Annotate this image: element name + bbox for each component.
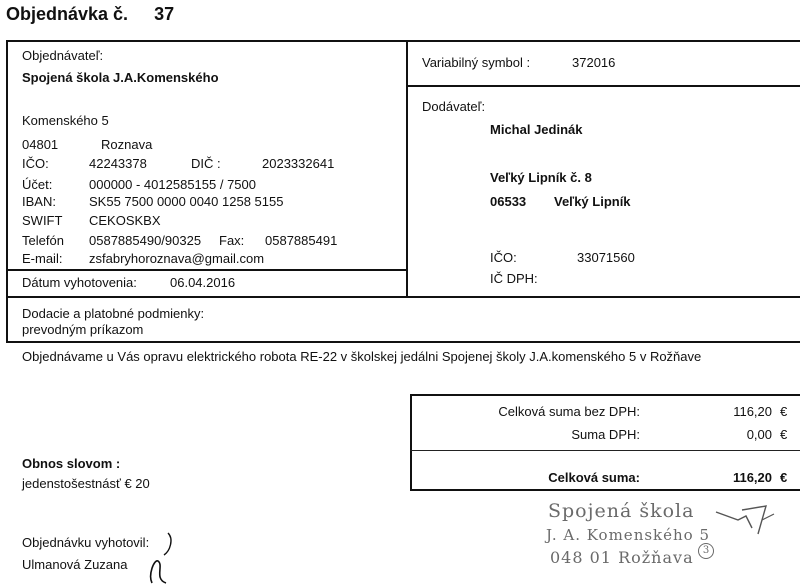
stamp-line-3: 048 01 Rožňava (550, 548, 694, 567)
terms-label: Dodacie a platobné podmienky: (22, 306, 205, 321)
orderer-email-label: E-mail: (22, 251, 63, 266)
line (406, 85, 800, 87)
total-without-vat: 116,20 (733, 404, 772, 419)
stamp-mark: 3 (698, 543, 714, 559)
order-text: Objednávame u Vás opravu elektrického robota RE-22 v školskej jedálni Spojenej školy J.A.komenského 5 v Rožňave (22, 349, 702, 364)
line (406, 40, 408, 298)
supplier-label: Dodávateľ: (422, 99, 486, 114)
line (410, 489, 800, 491)
supplier-zip: 06533 (490, 194, 527, 209)
orderer-street: Komenského 5 (22, 113, 109, 128)
supplier-name: Michal Jedinák (490, 122, 583, 137)
grand-total: 116,20 (732, 470, 772, 485)
stamp-line-2: J. A. Komenského 5 (546, 526, 711, 544)
orderer-label: Objednávateľ: (22, 48, 104, 63)
title-label: Objednávka č. (6, 4, 129, 24)
line (6, 341, 800, 343)
orderer-account: 000000 - 4012585155 / 7500 (89, 177, 256, 192)
prepared-by-name: Ulmanová Zuzana (22, 557, 128, 572)
orderer-swift-label: SWIFT (22, 213, 63, 228)
prepared-by-label: Objednávku vyhotovil: (22, 535, 150, 550)
line (6, 40, 800, 42)
orderer-iban: SK55 7500 0000 0040 1258 5155 (89, 194, 284, 209)
stamp-line-1: Spojená škola (548, 500, 695, 522)
line (410, 394, 800, 396)
supplier-ico-label: IČO: (490, 250, 517, 265)
terms-value: prevodným príkazom (22, 322, 144, 337)
orderer-ico-label: IČO: (22, 156, 49, 171)
orderer-email: zsfabryhoroznava@gmail.com (89, 251, 265, 266)
issue-date: 06.04.2016 (170, 275, 236, 290)
orderer-dic-label: DIČ : (191, 156, 221, 171)
orderer-fax-label: Fax: (219, 233, 245, 248)
grand-total-label: Celková suma: (548, 470, 640, 485)
vat-amount: 0,00 (746, 427, 772, 442)
orderer-account-label: Účet: (22, 177, 53, 192)
orderer-zip: 04801 (22, 137, 59, 152)
page-title (6, 4, 174, 25)
line (6, 269, 406, 271)
orderer-ico: 42243378 (89, 156, 147, 171)
orderer-iban-label: IBAN: (22, 194, 56, 209)
variable-symbol: 372016 (572, 55, 616, 70)
orderer-swift: CEKOSKBX (89, 213, 161, 228)
orderer-city: Roznava (101, 137, 153, 152)
line (410, 450, 800, 451)
supplier-ico: 33071560 (577, 250, 635, 265)
orderer-fax: 0587885491 (265, 233, 338, 248)
currency-symbol: € (780, 470, 788, 485)
signature (140, 525, 180, 586)
orderer-dic: 2023332641 (262, 156, 335, 171)
line (6, 296, 800, 298)
variable-symbol-label: Variabilný symbol : (422, 55, 531, 70)
orderer-phone: 0587885490/90325 (89, 233, 202, 248)
total-without-vat-label: Celková suma bez DPH: (498, 404, 640, 419)
currency-symbol: € (780, 427, 788, 442)
supplier-city: Veľký Lipník (554, 194, 631, 209)
in-words-value: jedenstošestnásť € 20 (22, 476, 150, 491)
orderer-phone-label: Telefón (22, 233, 64, 248)
orderer-name: Spojená škola J.A.Komenského (22, 70, 219, 85)
issue-date-label: Dátum vyhotovenia: (22, 275, 137, 290)
supplier-street: Veľký Lipník č. 8 (490, 170, 592, 185)
vat-label: Suma DPH: (571, 427, 640, 442)
in-words-label: Obnos slovom : (22, 456, 121, 471)
currency-symbol: € (780, 404, 788, 419)
supplier-icdph-label: IČ DPH: (490, 271, 538, 286)
order-number: 37 (154, 4, 175, 24)
stamp-signature (712, 500, 784, 540)
